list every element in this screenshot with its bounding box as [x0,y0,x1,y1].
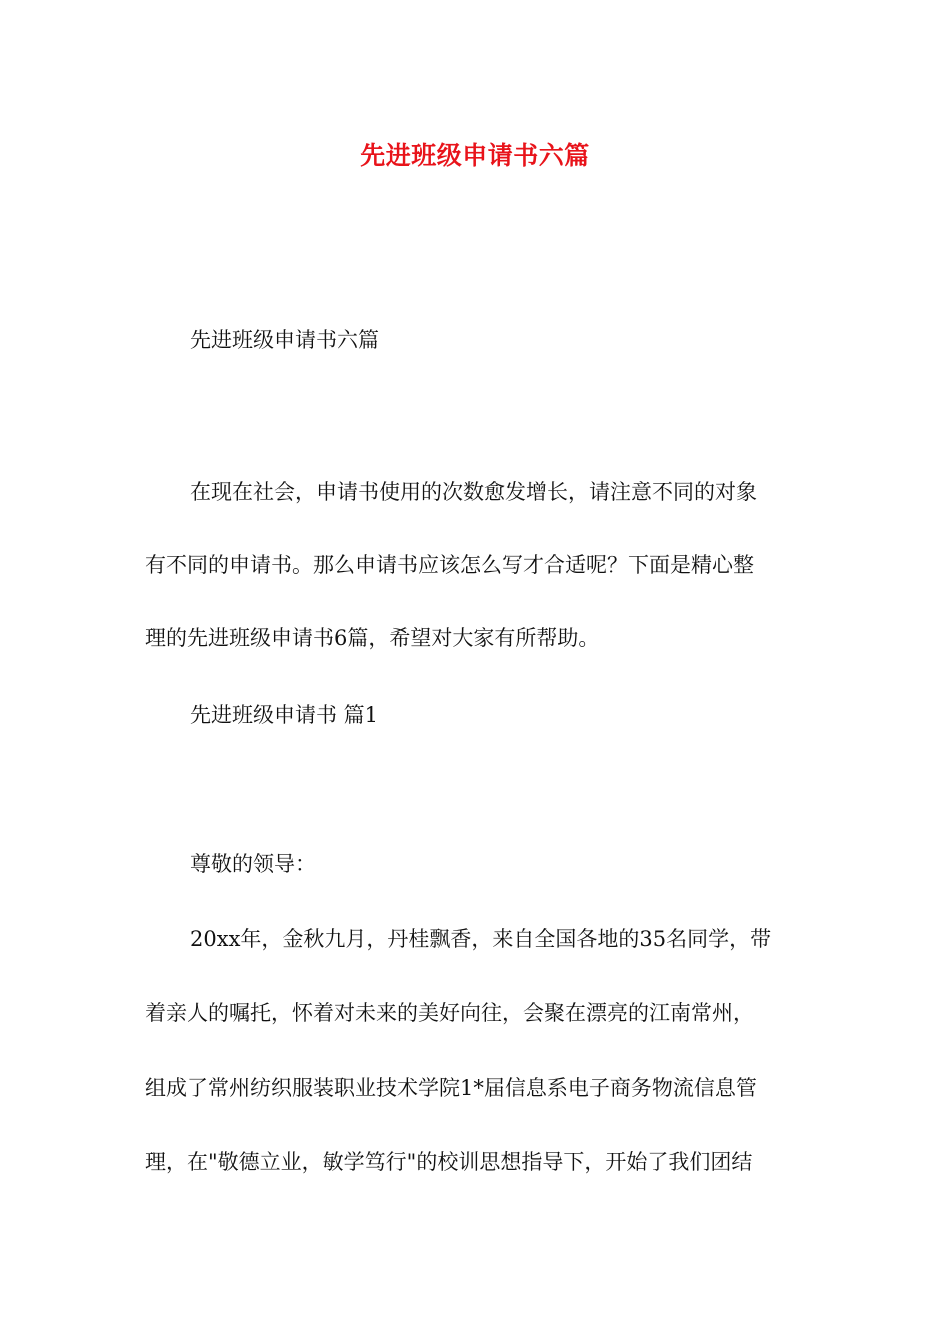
document-subtitle: 先进班级申请书六篇 [190,328,379,352]
intro-line-1: 在现在社会，申请书使用的次数愈发增长，请注意不同的对象 [190,480,757,504]
paragraph-line-4: 理，在"敬德立业，敏学笃行"的校训思想指导下，开始了我们团结 [145,1150,753,1174]
paragraph-line-1: 20xx年，金秋九月，丹桂飘香，来自全国各地的35名同学，带 [190,927,772,951]
paragraph-line-2: 着亲人的嘱托，怀着对未来的美好向往，会聚在漂亮的江南常州， [145,1001,754,1025]
section-heading: 先进班级申请书 篇1 [190,703,379,727]
intro-line-2: 有不同的申请书。那么申请书应该怎么写才合适呢？下面是精心整 [145,553,754,577]
paragraph-line-3: 组成了常州纺织服装职业技术学院1*届信息系电子商务物流信息管 [145,1076,757,1100]
intro-line-3: 理的先进班级申请书6篇，希望对大家有所帮助。 [145,626,600,650]
document-title: 先进班级申请书六篇 [360,141,590,170]
salutation: 尊敬的领导： [190,852,316,876]
